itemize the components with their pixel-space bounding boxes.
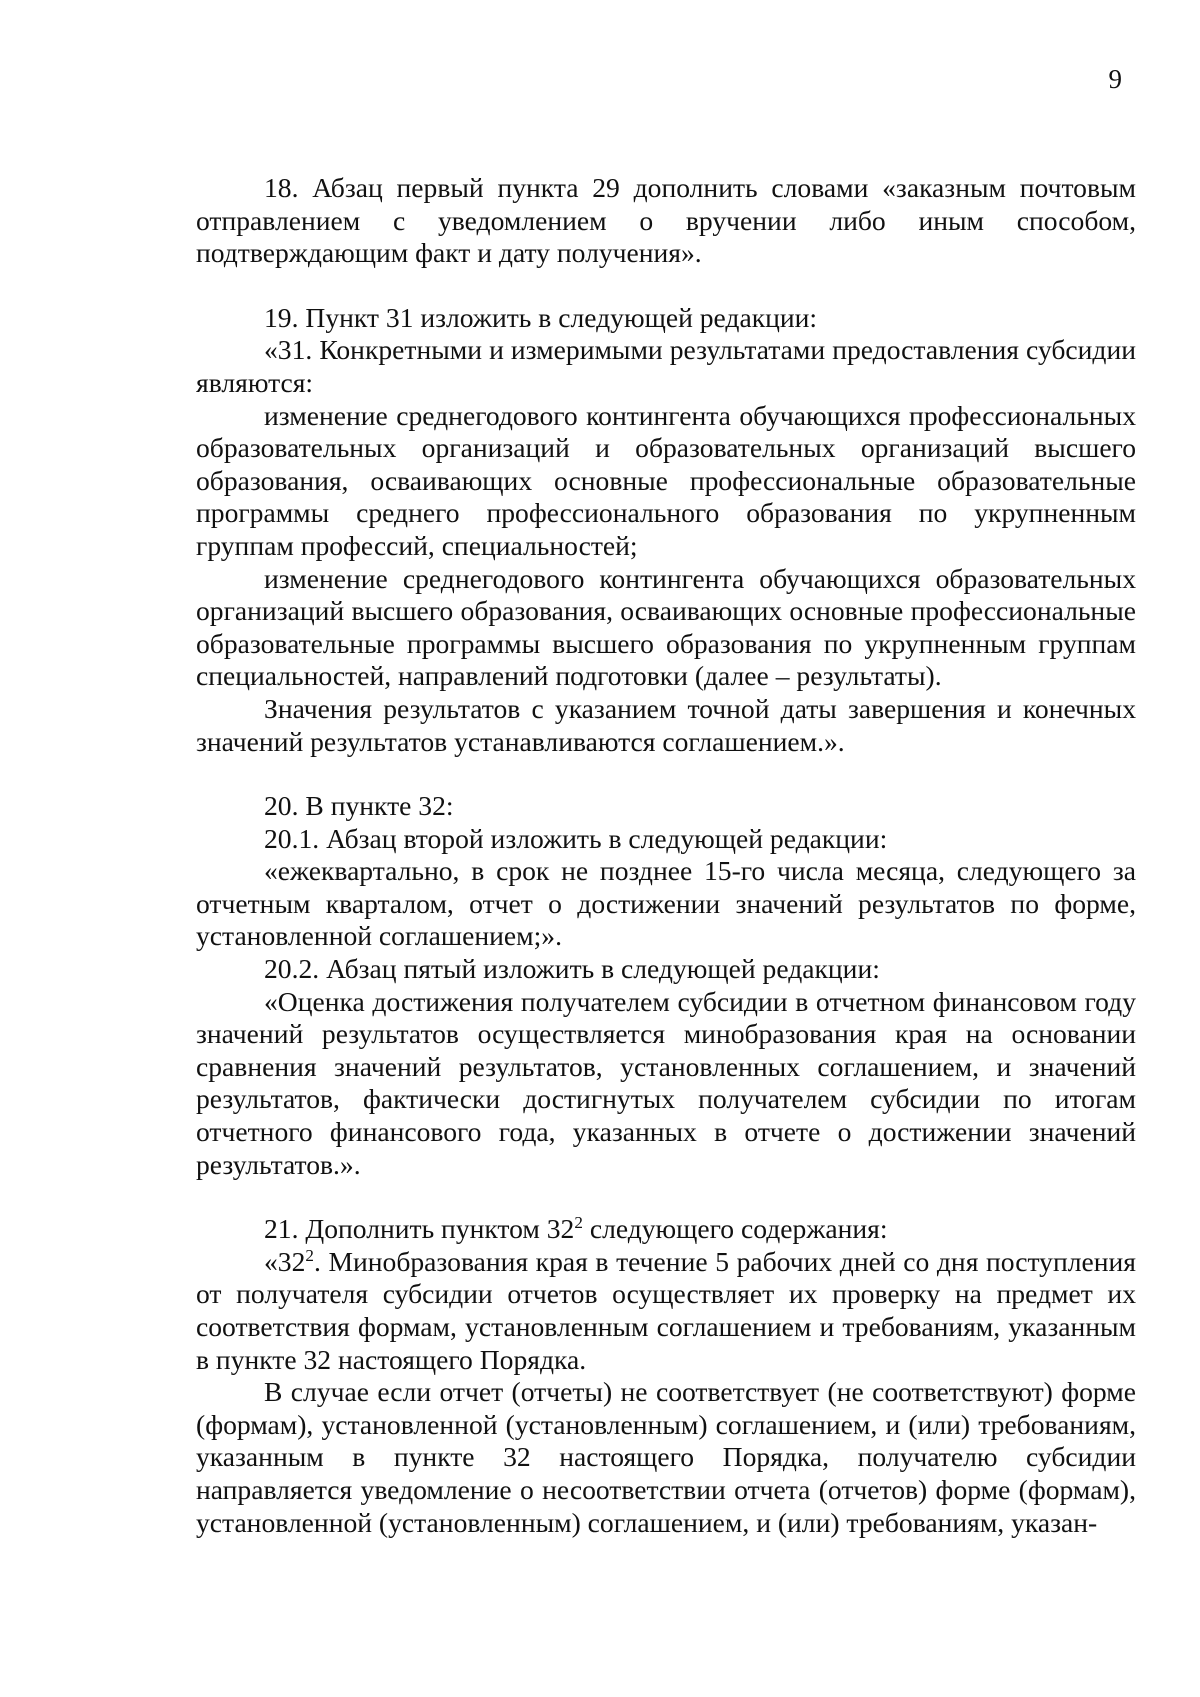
item-19-paragraph-3: изменение среднегодового контингента обучающихся образовательных организаций высшего образования, осваивающих основные профессиональные образовательные программы высшего образования по укрупненным группам специальностей, направлений подготовки (далее – результаты). [196,562,1136,692]
item-20-1-text: «ежеквартально, в срок не позднее 15-го числа месяца, следующего за отчетным кварталом, отчет о достижении значений результатов по форме, установленной соглашением;». [196,855,1136,952]
superscript: 2 [574,1213,583,1233]
item-21-paragraph-1 [196,1246,1136,1376]
item-20-intro: 20. В пункте 32: [264,790,454,822]
item-21-paragraph-2: В случае если отчет (отчеты) не соответствует (не соответствуют) форме (формам), установленной (установленным) соглашением, и (или) требованиям, указанным в пункте 32 настоящего Порядка, получателю субсидии направляется уведомление о несоответствии отчета (отчетов) форме (формам), установленной (установленным) соглашением, и (или) требованиям, указан- [196,1376,1136,1538]
page-number: 9 [1108,64,1122,94]
item-20-1-intro: 20.1. Абзац второй изложить в следующей редакции: [264,822,888,854]
item-21-intro [196,1213,1136,1246]
item-21-intro-after: следующего содержания: [582,1213,888,1245]
item-19-paragraph-4: Значения результатов с указанием точной даты завершения и конечных значений результатов устанавливаются соглашением.». [196,692,1136,757]
item-18: 18. Абзац первый пункта 29 дополнить словами «заказным почтовым отправлением с уведомлением о вручении либо иным способом, подтверждающим факт и дату получения». [196,172,1136,269]
item-21-p1-after: . Минобразования края в течение 5 рабочих дней со дня поступления от получателя субсидии отчетов осуществляет их проверку на предмет их соответствия формам, установленным соглашением и требованиям, указанным в пункте 32 настоящего Порядка. [196,1245,1136,1375]
item-19-paragraph-2: изменение среднегодового контингента обучающихся профессиональных образовательных организаций и образовательных организаций высшего образования, осваивающих основные профессиональные образовательные программы среднего профессионального образования по укрупненным группам профессий, специальностей; [196,399,1136,561]
item-21-p1-before: «32 [264,1245,306,1277]
superscript: 2 [305,1245,314,1265]
item-19-intro: 19. Пункт 31 изложить в следующей редакции: [264,301,818,333]
document-body [196,172,1136,1539]
item-20-2-text: «Оценка достижения получателем субсидии в отчетном финансовом году значений результатов осуществляется минобразования края на основании сравнения значений результатов, установленных соглашением, и значений результатов, фактически достигнутых получателем субсидии по итогам отчетного финансового года, указанных в отчете о достижении значений результатов.». [196,985,1136,1180]
item-20-2-intro: 20.2. Абзац пятый изложить в следующей редакции: [264,953,880,985]
item-19-paragraph-1: «31. Конкретными и измеримыми результатами предоставления субсидии являются: [196,334,1136,398]
item-21-intro-before: 21. Дополнить пунктом 32 [264,1213,575,1245]
